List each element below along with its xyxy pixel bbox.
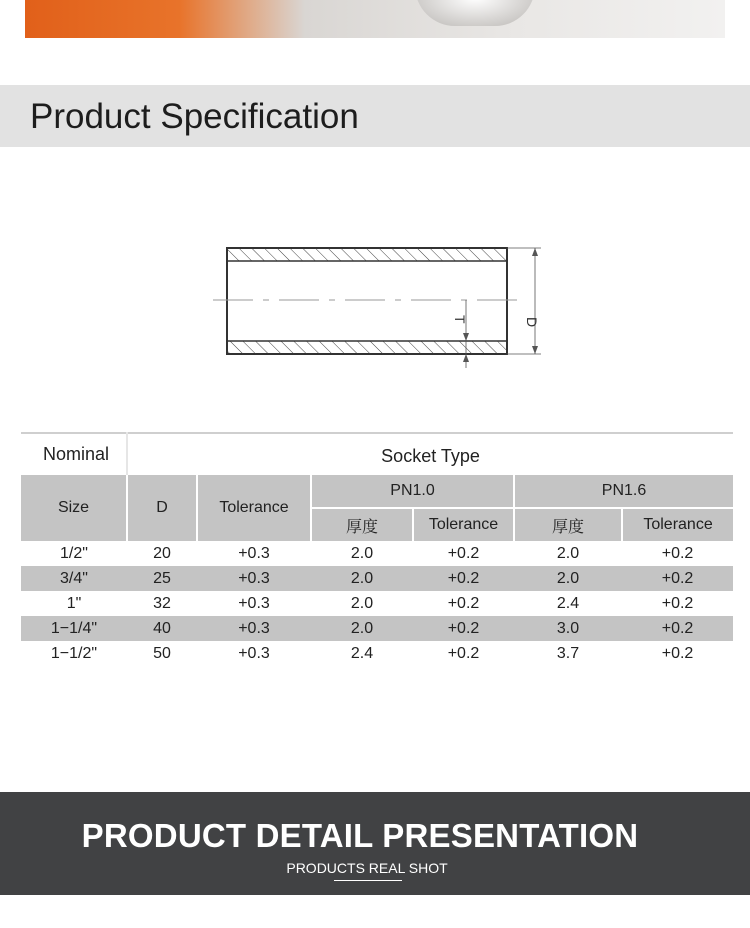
banner-underline bbox=[334, 880, 402, 881]
pn2-tolerance-cell: +0.2 bbox=[661, 644, 694, 662]
tolerance-cell: +0.3 bbox=[238, 644, 270, 662]
product-photo-strip bbox=[25, 0, 725, 38]
pn1-tolerance-header: Tolerance bbox=[413, 508, 514, 541]
size-cell: 1−1/4" bbox=[21, 616, 127, 641]
banner-title: PRODUCT DETAIL PRESENTATION bbox=[81, 817, 639, 854]
pn2-thickness-cell: 2.0 bbox=[556, 544, 580, 562]
d-cell: 32 bbox=[153, 594, 171, 612]
pn2-tolerance-cell: +0.2 bbox=[622, 566, 733, 591]
pn2-thickness-cell: 2.0 bbox=[514, 566, 622, 591]
page-title: Product Specification bbox=[30, 97, 359, 136]
pn1-thickness-cell: 2.4 bbox=[350, 644, 374, 662]
table-row bbox=[21, 566, 733, 591]
size-header: Size bbox=[21, 475, 127, 541]
tolerance-header: Tolerance bbox=[197, 475, 311, 541]
size-cell: 3/4" bbox=[21, 566, 127, 591]
pn2-tolerance-cell: +0.2 bbox=[661, 544, 694, 562]
tolerance-cell: +0.3 bbox=[238, 594, 270, 612]
size-cell: 1/2" bbox=[60, 544, 88, 562]
pn2-tolerance-cell: +0.2 bbox=[661, 594, 694, 612]
d-cell: 25 bbox=[127, 566, 197, 591]
pipe-end-image bbox=[415, 0, 535, 26]
pn1-tolerance-cell: +0.2 bbox=[447, 644, 480, 662]
table-row bbox=[21, 591, 733, 616]
pn1-thickness-cell: 2.0 bbox=[350, 544, 374, 562]
d-cell: 40 bbox=[127, 616, 197, 641]
pn1-tolerance-cell: +0.2 bbox=[413, 566, 514, 591]
pn1-thickness-header: 厚度 bbox=[311, 508, 413, 541]
table-row bbox=[21, 541, 733, 566]
pn2-tolerance-cell: +0.2 bbox=[622, 616, 733, 641]
pn2-thickness-cell: 2.4 bbox=[556, 594, 580, 612]
pn1-thickness-cell: 2.0 bbox=[311, 616, 413, 641]
pn2-tolerance-header: Tolerance bbox=[622, 508, 733, 541]
tolerance-cell: +0.3 bbox=[197, 566, 311, 591]
dimension-t-label: T bbox=[452, 315, 468, 324]
banner-subtitle: PRODUCTS REAL SHOT bbox=[286, 860, 448, 876]
pn1-tolerance-cell: +0.2 bbox=[447, 594, 480, 612]
spec-header bbox=[0, 85, 750, 147]
pn1-thickness-cell: 2.0 bbox=[350, 594, 374, 612]
tolerance-cell: +0.3 bbox=[197, 616, 311, 641]
pn2-thickness-cell: 3.0 bbox=[514, 616, 622, 641]
nominal-header: Nominal bbox=[21, 433, 127, 475]
tolerance-cell: +0.3 bbox=[238, 544, 270, 562]
detail-banner bbox=[0, 792, 750, 895]
d-header: D bbox=[127, 475, 197, 541]
dimension-d-label: D bbox=[524, 317, 540, 328]
spec-table bbox=[21, 432, 733, 666]
pn1-tolerance-cell: +0.2 bbox=[447, 544, 480, 562]
pn2-thickness-cell: 3.7 bbox=[556, 644, 580, 662]
d-cell: 50 bbox=[153, 644, 171, 662]
socket-type-header: Socket Type bbox=[127, 433, 733, 475]
pn1-tolerance-cell: +0.2 bbox=[413, 616, 514, 641]
size-cell: 1" bbox=[66, 594, 82, 612]
pipe-cross-section-drawing bbox=[205, 240, 550, 370]
pn2-thickness-header: 厚度 bbox=[514, 508, 622, 541]
size-cell: 1−1/2" bbox=[50, 644, 98, 662]
pn1-header: PN1.0 bbox=[311, 475, 514, 508]
pn1-thickness-cell: 2.0 bbox=[311, 566, 413, 591]
pn2-header: PN1.6 bbox=[514, 475, 733, 508]
table-row bbox=[21, 641, 733, 666]
d-cell: 20 bbox=[153, 544, 171, 562]
table-row bbox=[21, 616, 733, 641]
